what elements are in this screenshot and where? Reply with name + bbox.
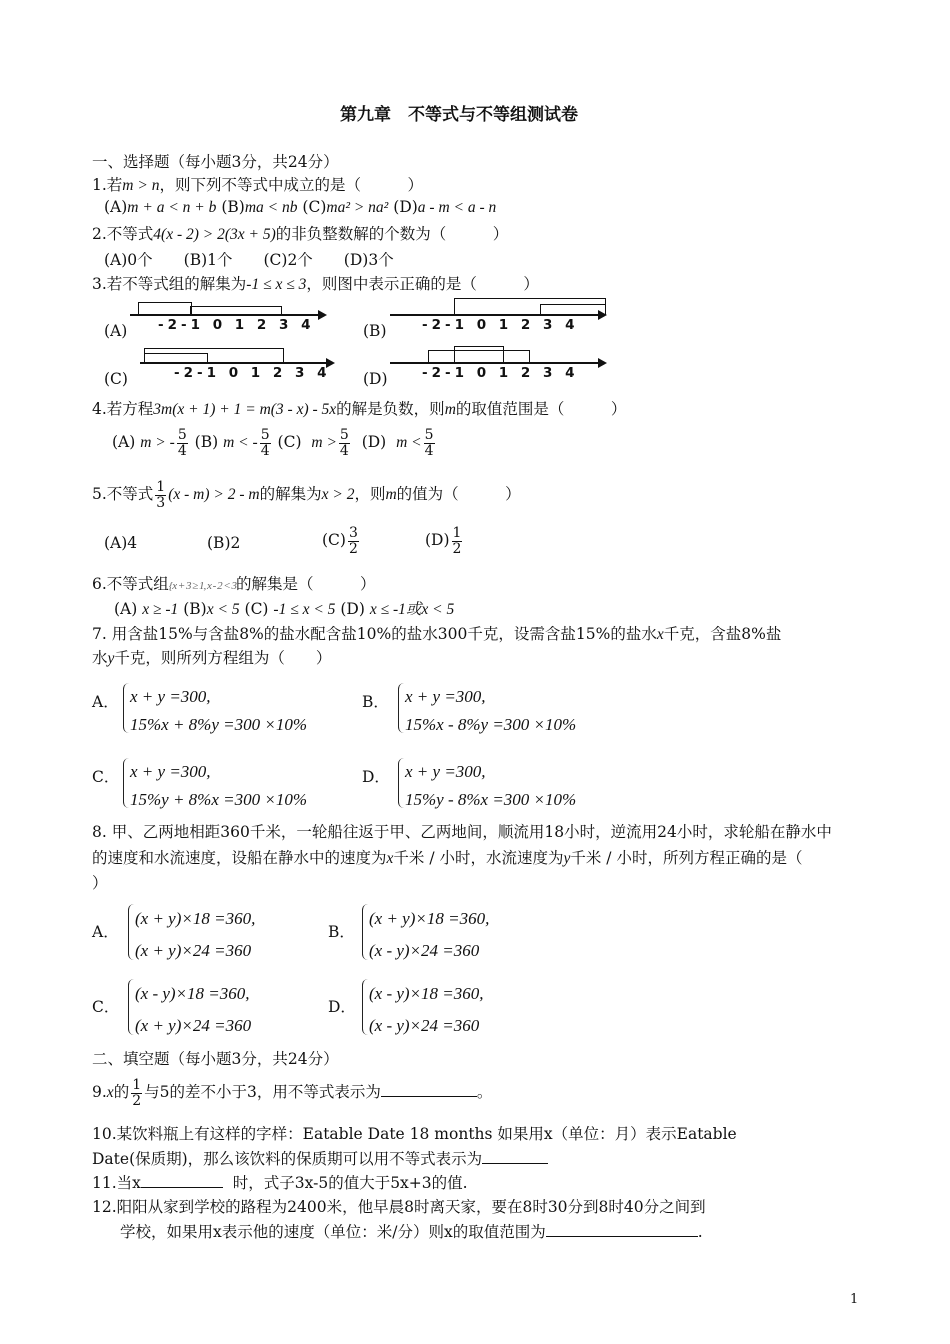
q5-option-d-label: (D) [425, 531, 450, 550]
q1-option-c-label: (C) [302, 198, 327, 216]
q3-stem-start: 3.若不等式组的解集为 [92, 275, 247, 293]
q5-option-c-fraction: $\frac{3}{2}$ [348, 525, 358, 557]
q4-variable: m [444, 401, 456, 418]
q4-option-a: m > - [140, 434, 175, 452]
question-10-line-1: 10.某饮料瓶上有这样的字样：Eatable Date 18 months 如果用x（单位：月）表示Eatable [92, 1125, 737, 1143]
q5-variable: m [385, 486, 397, 504]
number-line-b [390, 296, 612, 336]
q8-option-c-label: C． [92, 998, 120, 1016]
q6-stem-end: 的解集是（ ） [236, 575, 376, 593]
q4-option-a-label: (A) [112, 433, 136, 452]
q8-option-d-brace [362, 979, 369, 1035]
q7-option-a-brace [123, 683, 130, 733]
section-heading-choice: 一、选择题（每小题3分，共24分） [92, 153, 339, 171]
q4-option-b-label: (B) [194, 433, 219, 452]
question-10-line-2: Date(保质期)，那么该饮料的保质期可以用不等式表示为 [92, 1147, 548, 1169]
q6-option-c-label: (C) [244, 600, 269, 618]
question-2-stem [92, 222, 508, 244]
q7-option-b-brace [398, 683, 405, 733]
number-line-c [140, 344, 340, 384]
q6-option-a-label: (A) [114, 600, 138, 618]
number-line-c-axis [140, 362, 326, 364]
q6-option-b-label: (B) [183, 600, 207, 618]
q8-option-b-brace [362, 904, 369, 960]
page-number: 1 [850, 1292, 859, 1307]
q6-option-a: x ≥ -1 [142, 601, 179, 618]
q5-option-c [322, 526, 361, 556]
q8-option-d-label: D． [328, 998, 356, 1016]
q1-option-b-label: (B) [221, 198, 245, 216]
question-6-stem [92, 572, 376, 594]
q5-option-d [425, 526, 464, 556]
number-line-c-labels: -2-1 0 1 2 3 4 [174, 365, 331, 381]
q7-option-a-label: A． [92, 693, 119, 711]
q8-option-a-system: (x + y)×18 =360, (x + y)×24 =360 [135, 909, 256, 960]
q4-option-d-fraction: $\frac{5}{4}$ [424, 427, 434, 459]
question-11: 11.当x 时，式子3x-5的值大于5x+3的值. [92, 1174, 468, 1192]
q3-option-c-label: (C) [104, 370, 128, 388]
q9-fraction: $\frac{1}{2}$ [132, 1077, 142, 1109]
q4-option-a-fraction: $\frac{5}{4}$ [177, 427, 187, 459]
question-1-options [104, 198, 496, 217]
question-3-stem [92, 272, 539, 294]
q5-inequality: (x - m) > 2 - m [168, 486, 260, 504]
q8-option-a-brace [128, 904, 135, 960]
section-heading-fill-in: 二、填空题（每小题3分，共24分） [92, 1050, 339, 1068]
q4-option-d: m < [396, 434, 422, 452]
question-5-stem [92, 480, 521, 510]
q8-option-b-label: B． [328, 923, 355, 941]
question-8-line-2: 的速度和水流速度，设船在静水中的速度为x千米 / 小时，水流速度为y千米 / 小时，所列方程正确的是（ [92, 849, 803, 867]
question-12-line-1: 12.阳阳从家到学校的路程为2400米，他早晨8时离天家，要在8时30分到8时40分之间到 [92, 1198, 706, 1216]
q8-option-c-system: (x - y)×18 =360, (x + y)×24 =360 [135, 984, 252, 1035]
q4-option-d-label: (D) [361, 433, 387, 452]
question-7-line-1: 7. 用含盐15%与含盐8%的盐水配含盐10%的盐水300千克，设需含盐15%的盐水x千克，含盐8%盐 [92, 625, 782, 643]
number-line-d-axis [390, 362, 600, 364]
q2-inequality: 4(x - 2) > 2(3x + 5) [153, 226, 276, 243]
q5-option-d-fraction: $\frac{1}{2}$ [452, 525, 462, 557]
question-4-stem [92, 397, 626, 419]
q5-stem-mid2: ，则 [354, 485, 386, 504]
q5-fraction: $\frac{1}{3}$ [156, 479, 166, 511]
q7-option-c-brace [123, 758, 130, 808]
q1-stem-start: 1.若 [92, 176, 123, 194]
q3-stem-end: ，则图中表示正确的是（ ） [306, 275, 539, 293]
q7-option-b-system: x + y =300, 15%x - 8%y =300 ×10% [405, 687, 577, 734]
question-2-options: (A)0个 (B)1个 (C)2个 (D)3个 [104, 251, 394, 269]
q8-option-a-label: A． [92, 923, 119, 941]
question-1-stem [92, 173, 423, 195]
question-8-line-1: 8. 甲、乙两地相距360千米，一轮船往返于甲、乙两地间，顺流用18小时，逆流用24小时，求轮船在静水中 [92, 823, 832, 841]
q3-option-d-label: (D) [363, 370, 388, 388]
q6-inequality-system: {x + 3 ≥ 1, x - 2 < 3 [168, 580, 237, 592]
q1-option-d: a - m < a - n [417, 199, 497, 216]
q4-option-b-fraction: $\frac{5}{4}$ [260, 427, 270, 459]
number-line-a-axis [130, 314, 318, 316]
q1-stem-end: ，则下列不等式中成立的是（ ） [159, 176, 423, 194]
q5-stem-mid: 的解集为 [259, 485, 322, 504]
q11-answer-blank[interactable] [141, 1187, 223, 1188]
q2-stem-start: 2.不等式 [92, 225, 154, 243]
number-line-d-labels: -2-1 0 1 2 3 4 [422, 365, 579, 381]
q7-option-d-brace [398, 758, 405, 808]
question-7-line-2: 水y千克，则所列方程组为（ ） [92, 649, 332, 667]
number-line-a-labels: -2-1 0 1 2 3 4 [158, 317, 315, 333]
number-line-a-arrow [318, 310, 327, 320]
q7-option-c-label: C． [92, 768, 120, 786]
q6-stem-start: 6.不等式组 [92, 575, 169, 593]
q4-option-c-label: (C) [277, 433, 302, 452]
q5-option-a: (A)4 [104, 534, 138, 552]
question-6-options [114, 597, 454, 619]
q7-option-c-system: x + y =300, 15%y + 8%x =300 ×10% [130, 762, 307, 809]
q1-option-b: ma < nb [244, 199, 298, 216]
q10-answer-blank[interactable] [482, 1163, 548, 1164]
number-line-d [390, 344, 612, 384]
q6-option-c: -1 ≤ x < 5 [273, 601, 336, 618]
q1-option-a-label: (A) [104, 198, 128, 216]
q7-option-b-label: B． [362, 693, 389, 711]
number-line-b-arrow [598, 310, 607, 320]
q9-answer-blank[interactable] [381, 1096, 477, 1097]
page-title: 第九章 不等式与不等组测试卷 [340, 105, 578, 125]
q2-stem-end: 的非负整数解的个数为（ ） [275, 225, 509, 243]
q5-option-b: (B)2 [207, 534, 241, 552]
q6-option-b: x < 5 [206, 601, 240, 618]
q5-solution: x > 2 [321, 486, 355, 504]
q8-option-d-system: (x - y)×18 =360, (x - y)×24 =360 [369, 984, 484, 1035]
q4-stem-end: 的取值范围是（ ） [455, 400, 627, 418]
q1-condition: m > n [122, 177, 160, 194]
q1-option-a: m + a < n + b [127, 199, 217, 216]
number-line-b-axis [390, 314, 600, 316]
q5-option-c-label: (C) [322, 531, 346, 550]
q4-option-c: m > [311, 434, 337, 452]
number-line-b-labels: -2-1 0 1 2 3 4 [422, 317, 579, 333]
q3-solution-set: -1 ≤ x ≤ 3 [246, 276, 307, 293]
q7-option-a-system: x + y =300, 15%x + 8%y =300 ×10% [130, 687, 307, 734]
q7-option-d-label: D． [362, 768, 390, 786]
q4-equation: 3m(x + 1) + 1 = m(3 - x) - 5x [153, 401, 337, 418]
q4-stem-start: 4.若方程 [92, 400, 154, 418]
q3-option-b-label: (B) [363, 322, 387, 340]
q7-option-d-system: x + y =300, 15%y - 8%x =300 ×10% [405, 762, 577, 809]
q8-option-b-system: (x + y)×18 =360, (x - y)×24 =360 [369, 909, 490, 960]
number-line-a [130, 296, 330, 336]
q4-option-c-fraction: $\frac{5}{4}$ [339, 427, 349, 459]
question-8-line-3: ） [92, 874, 108, 892]
q6-option-d: x ≤ -1或x < 5 [369, 601, 455, 618]
q4-stem-mid: 的解是负数，则 [336, 400, 445, 418]
question-4-options [112, 428, 437, 458]
q6-option-d-label: (D) [340, 600, 365, 618]
q8-option-c-brace [128, 979, 135, 1035]
number-line-d-segment-inner [454, 346, 504, 363]
q1-option-c: ma² > na² [326, 199, 389, 216]
q12-answer-blank[interactable] [546, 1236, 698, 1237]
question-9: 9.x的 $\frac{1}{2}$ 与5的差不小于3，用不等式表示为 。 [92, 1077, 493, 1109]
number-line-d-arrow [598, 358, 607, 368]
q3-option-a-label: (A) [104, 322, 128, 340]
q4-option-b: m < - [223, 434, 258, 452]
q5-stem-start: 5.不等式 [92, 485, 154, 504]
question-12-line-2: 学校，如果用x表示他的速度（单位：米/分）则x的取值范围为 . [120, 1223, 703, 1241]
q1-option-d-label: (D) [393, 198, 418, 216]
q5-stem-end: 的值为（ ） [396, 485, 521, 504]
